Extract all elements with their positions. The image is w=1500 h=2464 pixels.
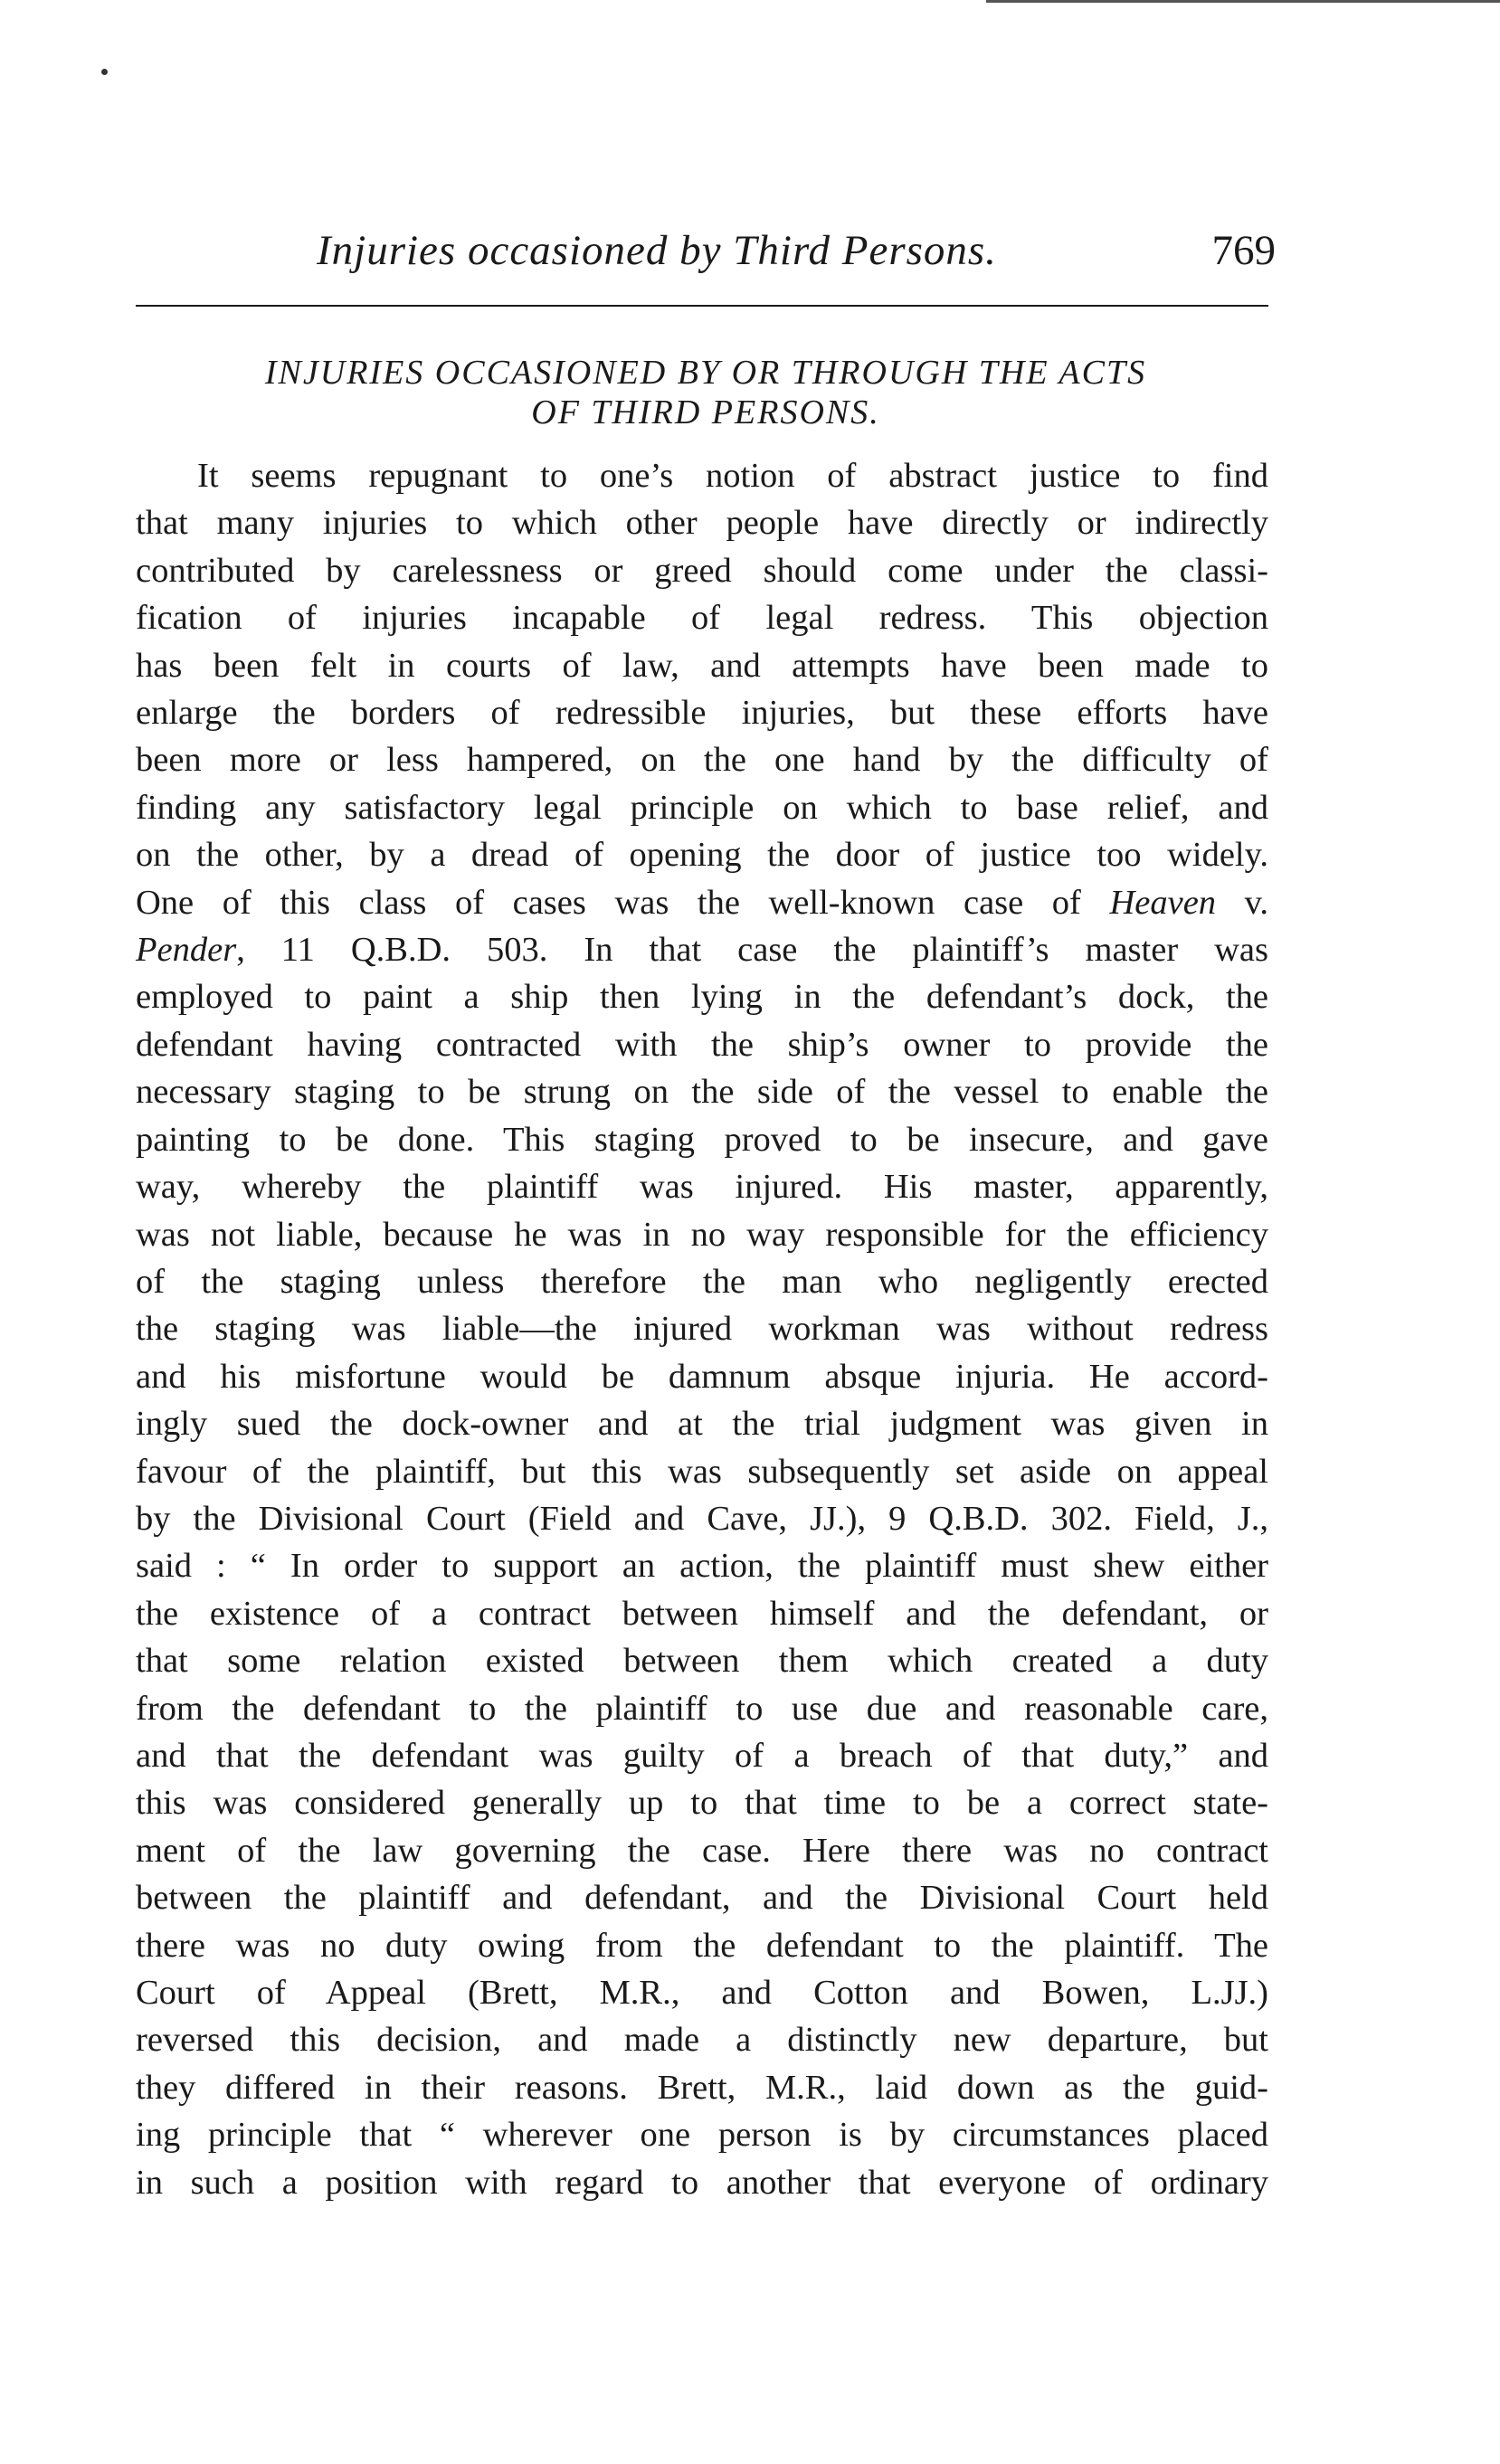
text-line: the existence of a contract between himself and the defendant, or	[136, 1594, 1268, 1633]
text-line: this was considered generally up to that time to be a correct state-	[136, 1784, 1268, 1823]
text-line: way, whereby the plaintiff was injured. His master, apparently,	[136, 1168, 1268, 1207]
text-line: has been felt in courts of law, and attempts have been made to	[136, 646, 1268, 685]
page-number: 769	[1211, 227, 1276, 274]
text-line: painting to be done. This staging proved to be insecure, and gave	[136, 1120, 1268, 1159]
text-line: and his misfortune would be damnum absque injuria. He accord-	[136, 1357, 1268, 1396]
text-line: defendant having contracted with the ship’s owner to provide the	[136, 1025, 1268, 1064]
text-line: the staging was liable—the injured workman was without redress	[136, 1310, 1268, 1349]
scan-speck	[101, 69, 108, 75]
text-line: employed to paint a ship then lying in the defendant’s dock, the	[136, 978, 1268, 1017]
text-line: by the Divisional Court (Field and Cave, JJ.), 9 Q.B.D. 302. Field, J.,	[136, 1499, 1268, 1538]
text-line: ingly sued the dock-owner and at the trial judgment was given in	[136, 1405, 1268, 1444]
text-line: Court of Appeal (Brett, M.R., and Cotton and Bowen, L.JJ.)	[136, 1974, 1268, 2012]
text-line: contributed by carelessness or greed should come under the classi-	[136, 551, 1268, 590]
scan-edge-line	[986, 0, 1500, 3]
text-line: necessary staging to be strung on the side of the vessel to enable the	[136, 1073, 1268, 1112]
text-line: reversed this decision, and made a distinctly new departure, but	[136, 2021, 1268, 2060]
text-line: in such a position with regard to another that everyone of ordinary	[136, 2163, 1268, 2202]
text-line: It seems repugnant to one’s notion of abstract justice to find	[197, 457, 1268, 495]
running-title: Injuries occasioned by Third Persons.	[317, 227, 997, 274]
section-heading-line: OF THIRD PERSONS.	[531, 393, 880, 431]
text-line: fication of injuries incapable of legal redress. This objection	[136, 599, 1268, 638]
text-line: ing principle that “ wherever one person is by circumstances placed	[136, 2116, 1268, 2155]
text-line: enlarge the borders of redressible injuries, but these efforts have	[136, 694, 1268, 733]
body-paragraph	[136, 452, 1276, 2206]
text-line: favour of the plaintiff, but this was subsequently set aside on appeal	[136, 1452, 1268, 1491]
text-line: they differed in their reasons. Brett, M.R., laid down as the guid-	[136, 2068, 1268, 2107]
text-line: that many injuries to which other people have directly or indirectly	[136, 504, 1268, 543]
text-line: ment of the law governing the case. Here there was no contract	[136, 1831, 1268, 1870]
text-line: been more or less hampered, on the one hand by the difficulty of	[136, 741, 1268, 780]
text-line: finding any satisfactory legal principle on which to base relief, and	[136, 788, 1268, 827]
section-heading	[136, 353, 1276, 432]
text-line: said : “ In order to support an action, the plaintiff must shew either	[136, 1547, 1268, 1586]
page-header	[136, 226, 1276, 289]
header-rule	[136, 305, 1268, 307]
text-line: there was no duty owing from the defendant to the plaintiff. The	[136, 1926, 1268, 1965]
text-line: Pender, 11 Q.B.D. 503. In that case the plaintiff’s master was	[136, 931, 1268, 970]
text-line: of the staging unless therefore the man who negligently erected	[136, 1262, 1268, 1301]
text-line: and that the defendant was guilty of a breach of that duty,” and	[136, 1736, 1268, 1775]
text-line: One of this class of cases was the well-known case of Heaven v.	[136, 883, 1268, 922]
text-line: between the plaintiff and defendant, and the Divisional Court held	[136, 1879, 1268, 1918]
text-line: was not liable, because he was in no way responsible for the efficiency	[136, 1215, 1268, 1254]
text-line: that some relation existed between them which created a duty	[136, 1642, 1268, 1681]
section-heading-line: INJURIES OCCASIONED BY OR THROUGH THE ACTS	[264, 354, 1147, 392]
text-line: on the other, by a dread of opening the door of justice too widely.	[136, 836, 1268, 875]
text-line: from the defendant to the plaintiff to use due and reasonable care,	[136, 1689, 1268, 1728]
